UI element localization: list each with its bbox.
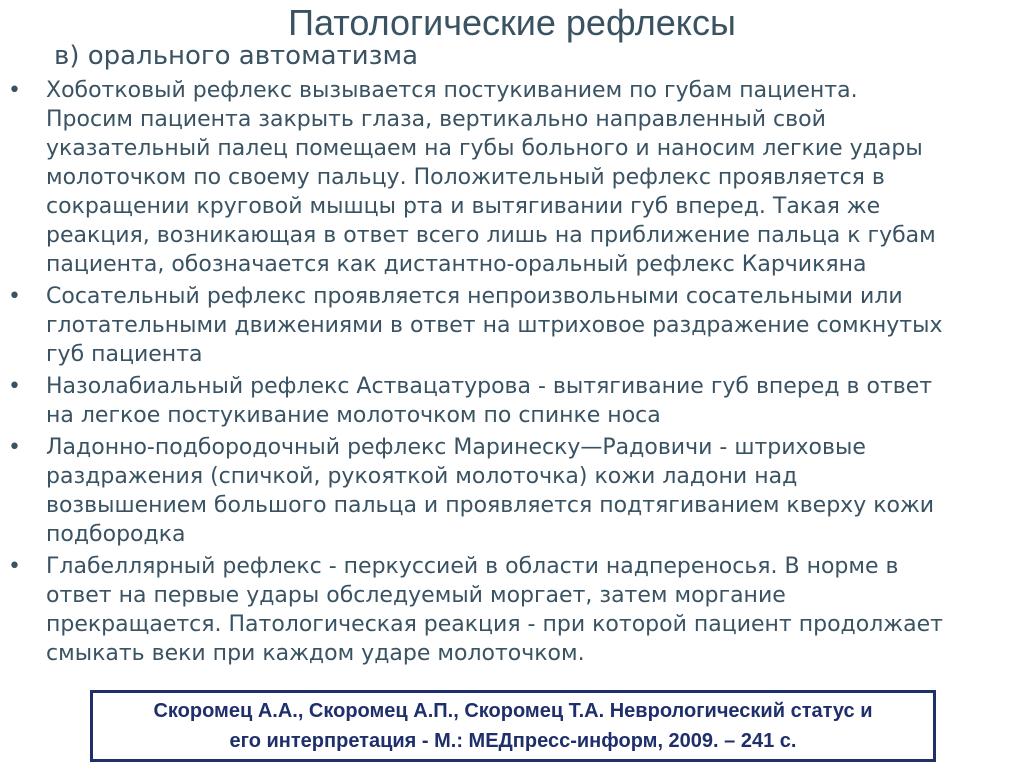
reference-box — [90, 690, 936, 762]
bullet-line: указательный палец помещаем на губы больного и наносим легкие удары — [46, 136, 923, 161]
bullet-dot-icon: • — [8, 284, 21, 309]
bullet-item — [0, 76, 1024, 279]
bullet-line: сокращении круговой мышцы рта и вытягивании губ вперед. Такая же — [46, 194, 881, 219]
bullet-dot-icon: • — [8, 374, 21, 399]
bullet-item — [0, 372, 1024, 430]
bullet-line: молоточком по своему пальцу. Положительный рефлекс проявляется в — [46, 165, 885, 190]
bullet-line: глотательными движениями в ответ на штриховое раздражение сомкнутых — [46, 313, 943, 338]
slide-subtitle: в) орального автоматизма — [54, 41, 419, 71]
bullet-dot-icon: • — [8, 78, 21, 103]
bullet-line: подбородка — [46, 522, 186, 547]
reference-line-1: Скоромец А.А., Скоромец А.П., Скоромец Т.А. Неврологический статус и — [153, 700, 873, 722]
bullet-line: Назолабиальный рефлекс Аствацатурова - вытягивание губ вперед в ответ — [46, 374, 933, 399]
bullet-line: Сосательный рефлекс проявляется непроизвольными сосательными или — [46, 284, 903, 309]
bullet-line: Хоботковый рефлекс вызывается постукиванием по губам пациента. — [46, 78, 858, 103]
bullet-line: Просим пациента закрыть глаза, вертикально направленный свой — [46, 107, 826, 132]
reference-line-2: его интерпретация - М.: МЕДпресс-информ, 2009. – 241 с. — [229, 730, 797, 752]
bullet-item — [0, 282, 1024, 369]
bullet-line: реакция, возникающая в ответ всего лишь на приближение пальца к губам — [46, 223, 936, 248]
bullet-item — [0, 552, 1024, 668]
bullet-list — [0, 76, 1024, 671]
bullet-line: прекращается. Патологическая реакция - при которой пациент продолжает — [46, 612, 943, 637]
bullet-dot-icon: • — [8, 554, 21, 579]
bullet-line: смыкать веки при каждом ударе молоточком. — [46, 641, 585, 666]
bullet-item — [0, 433, 1024, 549]
bullet-line: ответ на первые удары обследуемый моргает, затем моргание — [46, 583, 786, 608]
bullet-line: возвышением большого пальца и проявляется подтягиванием кверху кожи — [46, 493, 935, 518]
bullet-line: раздражения (спичкой, рукояткой молоточка) кожи ладони над — [46, 464, 798, 489]
bullet-line: Ладонно-подбородочный рефлекс Маринеску—Радовичи - штриховые — [46, 435, 866, 460]
bullet-line: Глабеллярный рефлекс - перкуссией в области надпереносья. В норме в — [46, 554, 899, 579]
bullet-line: пациента, обозначается как дистантно-оральный рефлекс Карчикяна — [46, 252, 867, 277]
bullet-line: на легкое постукивание молоточком по спинке носа — [46, 403, 661, 428]
slide-title: Патологические рефлексы — [288, 2, 736, 43]
bullet-line: губ пациента — [46, 342, 203, 367]
bullet-dot-icon: • — [8, 435, 21, 460]
